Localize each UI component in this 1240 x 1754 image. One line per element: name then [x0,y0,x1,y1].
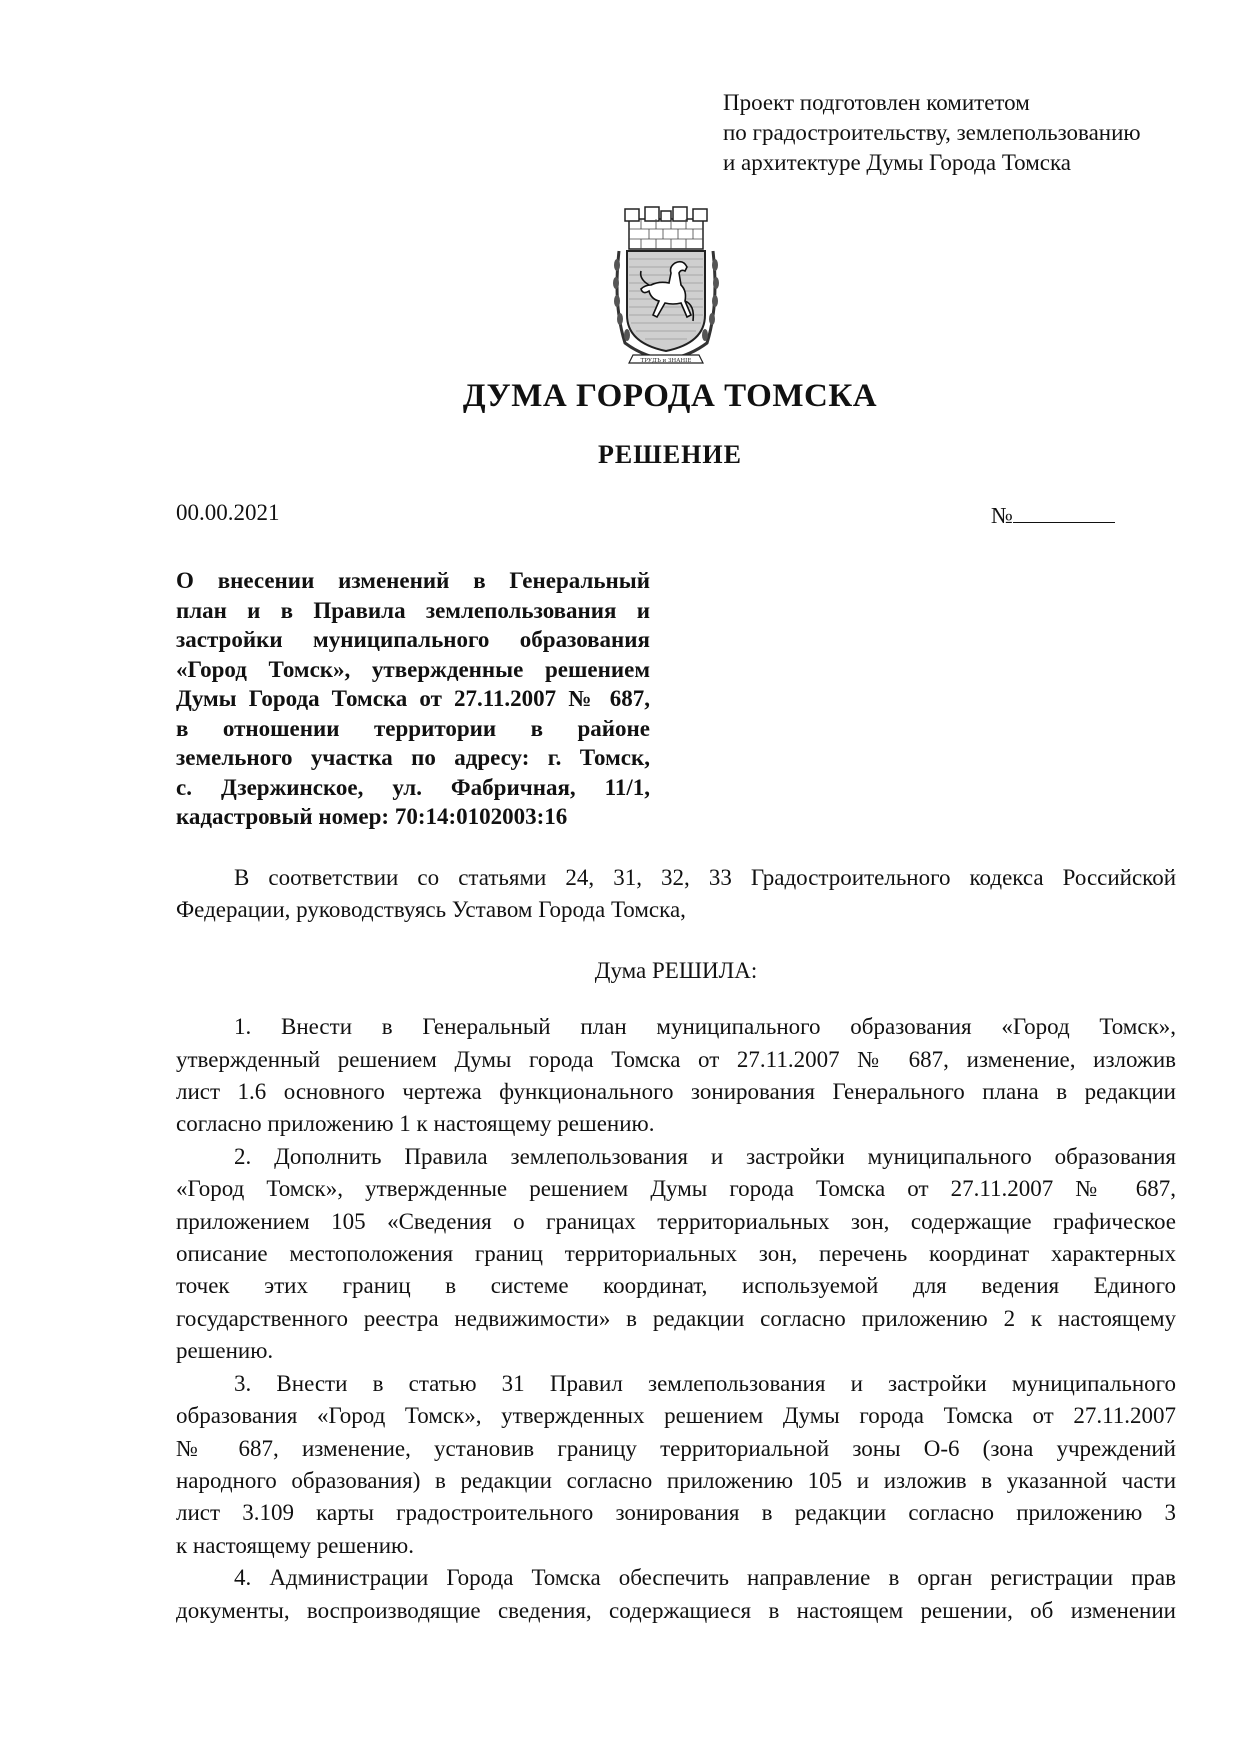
clause-line: 2. Дополнить Правила землепользования и застройки муниципального образования [234,1143,1176,1169]
subject-line: в отношении территории в районе [176,715,650,741]
clause-line: утвержденный решением Думы города Томска от 27.11.2007 № 687, изменение, изложив [176,1046,1176,1072]
clause-line: 3. Внести в статью 31 Правил землепользования и застройки муниципального [234,1370,1176,1396]
subject-line: с. Дзержинское, ул. Фабричная, 11/1, [176,774,650,800]
subject-line: кадастровый номер: 70:14:0102003:16 [176,804,568,829]
clause-line: точек этих границ в системе координат, используемой для ведения Единого [176,1273,1176,1299]
preamble-line: Федерации, руководствуясь Уставом Города Томска, [176,897,686,923]
clause-line: лист 1.6 основного чертежа функционального зонирования Генерального плана в редакции [176,1079,1176,1105]
prepared-by-line: Проект подготовлен комитетом [723,90,1030,115]
clause-line: документы, воспроизводящие сведения, содержащиеся в настоящем решении, об изменении [176,1597,1176,1623]
document-subject [176,566,650,832]
preamble [176,862,1176,927]
subject-line: план и в Правила землепользования и [176,597,650,623]
subject-line: застройки муниципального образования [176,627,650,652]
clause-line: государственного реестра недвижимости» в редакции согласно приложению 2 к настоящему [176,1305,1176,1331]
subject-line: земельного участка по адресу: г. Томск, [176,745,650,770]
clause-line: 4. Администрации Города Томска обеспечить направление в орган регистрации прав [234,1565,1176,1591]
clause-3 [176,1368,1176,1562]
prepared-by-line: и архитектуре Думы Города Томска [723,150,1072,175]
clause-line: образования «Город Томск», утвержденных решением Думы города Томска от 27.11.2007 [176,1403,1176,1429]
prepared-by-line: по градостроительству, землепользованию [723,120,1141,145]
clause-4 [176,1562,1176,1627]
subject-line: «Город Томск», утвержденные решением [176,656,650,682]
decision-heading: Дума РЕШИЛА: [594,957,758,983]
clause-line: 1. Внести в Генеральный план муниципального образования «Город Томск», [234,1014,1176,1040]
clause-1 [176,1011,1176,1141]
clause-line: решению. [176,1338,274,1364]
clause-line: приложением 105 «Сведения о границах территориальных зон, содержащие графическое [176,1208,1176,1234]
document-type: РЕШЕНИЕ [598,440,742,469]
subject-line: Думы Города Томска от 27.11.2007 № 687, [176,686,650,711]
clause-2 [176,1141,1176,1368]
clause-line: № 687, изменение, установив границу территориальной зоны О-6 (зона учреждений [176,1435,1176,1461]
prepared-by-note [723,88,1193,178]
clause-line: к настоящему решению. [176,1532,414,1558]
clause-line: согласно приложению 1 к настоящему решению. [176,1111,655,1137]
tomsk-coat-of-arms-icon [611,205,721,375]
document-date: 00.00.2021 [176,500,280,525]
document-body [176,862,1176,1627]
clause-line: лист 3.109 карты градостроительного зонирования в редакции согласно приложению 3 [176,1500,1176,1526]
number-blank-line [1013,500,1115,523]
emblem-motto: ТРУДЪ и ЗНАНIЕ [640,358,692,364]
organization-title: ДУМА ГОРОДА ТОМСКА [462,378,878,414]
number-label: № [991,503,1013,528]
clause-line: народного образования) в редакции согласно приложению 105 и изложив в указанной части [176,1467,1176,1493]
document-number [991,500,1115,529]
preamble-line: В соответствии со статьями 24, 31, 32, 33 Градостроительного кодекса Российской [234,865,1176,890]
clause-line: описание местоположения границ территориальных зон, перечень координат характерных [176,1241,1176,1267]
clause-line: «Город Томск», утвержденные решением Думы города Томска от 27.11.2007 № 687, [176,1176,1176,1202]
subject-line: О внесении изменений в Генеральный [176,568,650,593]
